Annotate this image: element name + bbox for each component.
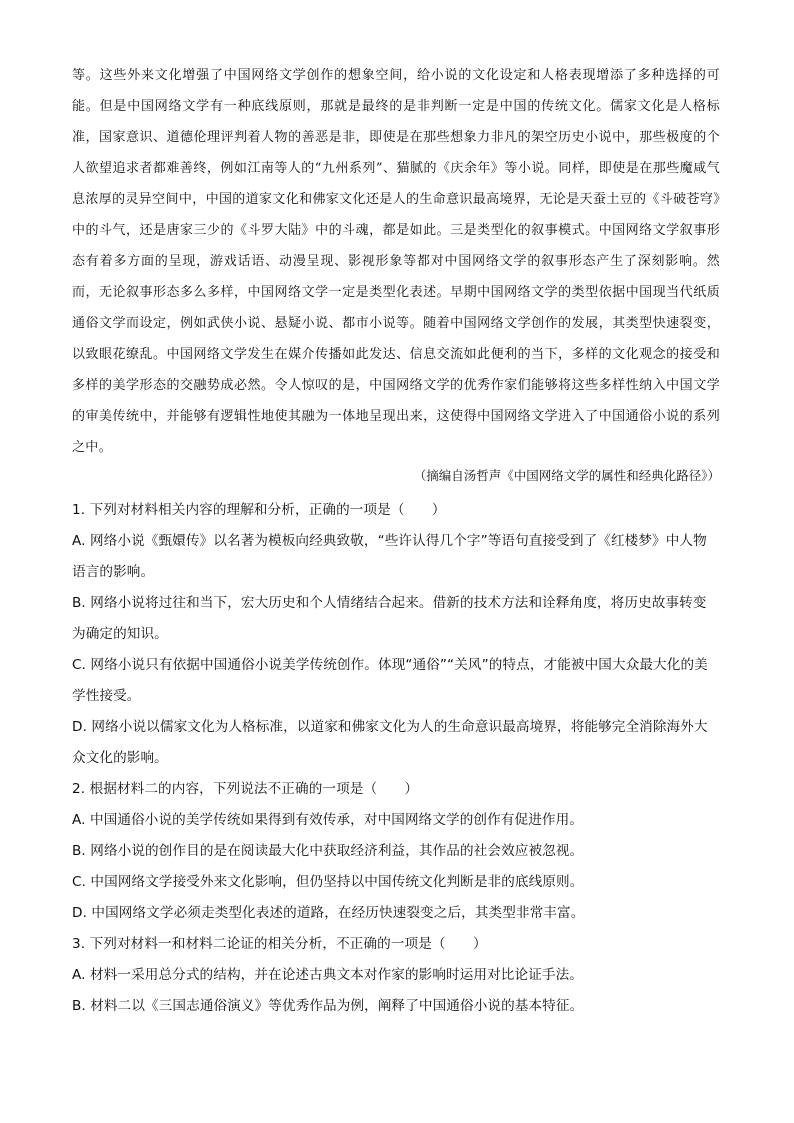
- option-b: B. 材料二以《三国志通俗演义》等优秀作品为例，阐释了中国通俗小说的基本特征。: [72, 998, 584, 1014]
- exam-page: [72, 60, 720, 1022]
- option-a: A. 材料一采用总分式的结构，并在论述古典文本对作家的影响时运用对比论证手法。: [72, 967, 583, 983]
- question-stem: 1. 下列对材料相关内容的理解和分析，正确的一项是（ ）: [72, 502, 446, 518]
- question-list: [72, 495, 720, 1022]
- passage-source: （摘编自汤哲声《中国网络文学的属性和经典化路径》）: [413, 468, 720, 483]
- question-2: [72, 774, 720, 929]
- reading-passage: [72, 60, 720, 463]
- option-a: A. 中国通俗小说的美学传统如果得到有效传承，对中国网络文学的创作有促进作用。: [72, 812, 583, 828]
- passage-paragraph: 等。这些外来文化增强了中国网络文学创作的想象空间，给小说的文化设定和人格表现增添了多种选择的可能。但是中国网络文学有一种底线原则，那就是最终的是非判断一定是中国的传统文化。儒家文化是人格标准，国家意识、道德伦理评判着人物的善恶是非，即使是在那些想象力非凡的架空历史小说中，那些极度的个人欲望追求者都难善终，例如江南等人的“九州系列”、猫腻的《庆余年》等小说。同样，即使是在那些魔咸气息浓厚的灵异空间中，中国的道家文化和佛家文化还是人的生命意识最高境界，无论是天蚕土豆的《斗破苍穹》中的斗气，还是唐家三少的《斗罗大陆》中的斗魂，都是如此。三是类型化的叙事模式。中国网络文学叙事形态有着多方面的呈现，游戏话语、动漫呈现、影视形象等都对中国网络文学的叙事形态产生了深刻影响。然而，无论叙事形态多么多样，中国网络文学一定是类型化表述。早期中国网络文学的类型依据中国现当代纸质通俗文学而设定，例如武侠小说、悬疑小说、都市小说等。随着中国网络文学创作的发展，其类型快速裂变，以致眼花缭乱。中国网络文学发生在媒介传播如此发达、信息交流如此便利的当下，多样的文化观念的接受和多样的美学形态的交融势成必然。令人惊叹的是，中国网络文学的优秀作家们能够将这些多样性纳入中国文学的审美传统中，并能够有逻辑性地使其融为一体地呈现出来，这使得中国网络文学进入了中国通俗小说的系列之中。: [72, 68, 720, 455]
- option-d: D. 中国网络文学必须走类型化表述的道路，在经历快速裂变之后，其类型非常丰富。: [72, 905, 585, 921]
- question-stem: 2. 根据材料二的内容，下列说法不正确的一项是（ ）: [72, 781, 419, 797]
- question-1: [72, 495, 720, 774]
- option-b: B. 网络小说将过往和当下，宏大历史和个人情绪结合起来。借新的技术方法和诠释角度，将历史故事转变为确定的知识。: [72, 595, 707, 642]
- question-stem: 3. 下列对材料一和材料二论证的相关分析，不正确的一项是（ ）: [72, 936, 487, 952]
- option-b: B. 网络小说的创作目的是在阅读最大化中获取经济利益，其作品的社会效应被忽视。: [72, 843, 584, 859]
- option-a: A. 网络小说《甄嬛传》以名著为模板向经典致敬，“些许认得几个字”等语句直接受到了《红楼梦》中人物语言的影响。: [72, 533, 707, 580]
- question-3: [72, 929, 720, 1022]
- option-c: C. 网络小说只有依据中国通俗小说美学传统创作。体现“通俗”“关风”的特点，才能被中国大众最大化的美学性接受。: [72, 657, 708, 704]
- option-d: D. 网络小说以儒家文化为人格标准，以道家和佛家文化为人的生命意识最高境界，将能够完全消除海外大众文化的影响。: [72, 719, 708, 766]
- option-c: C. 中国网络文学接受外来文化影响，但仍坚持以中国传统文化判断是非的底线原则。: [72, 874, 584, 890]
